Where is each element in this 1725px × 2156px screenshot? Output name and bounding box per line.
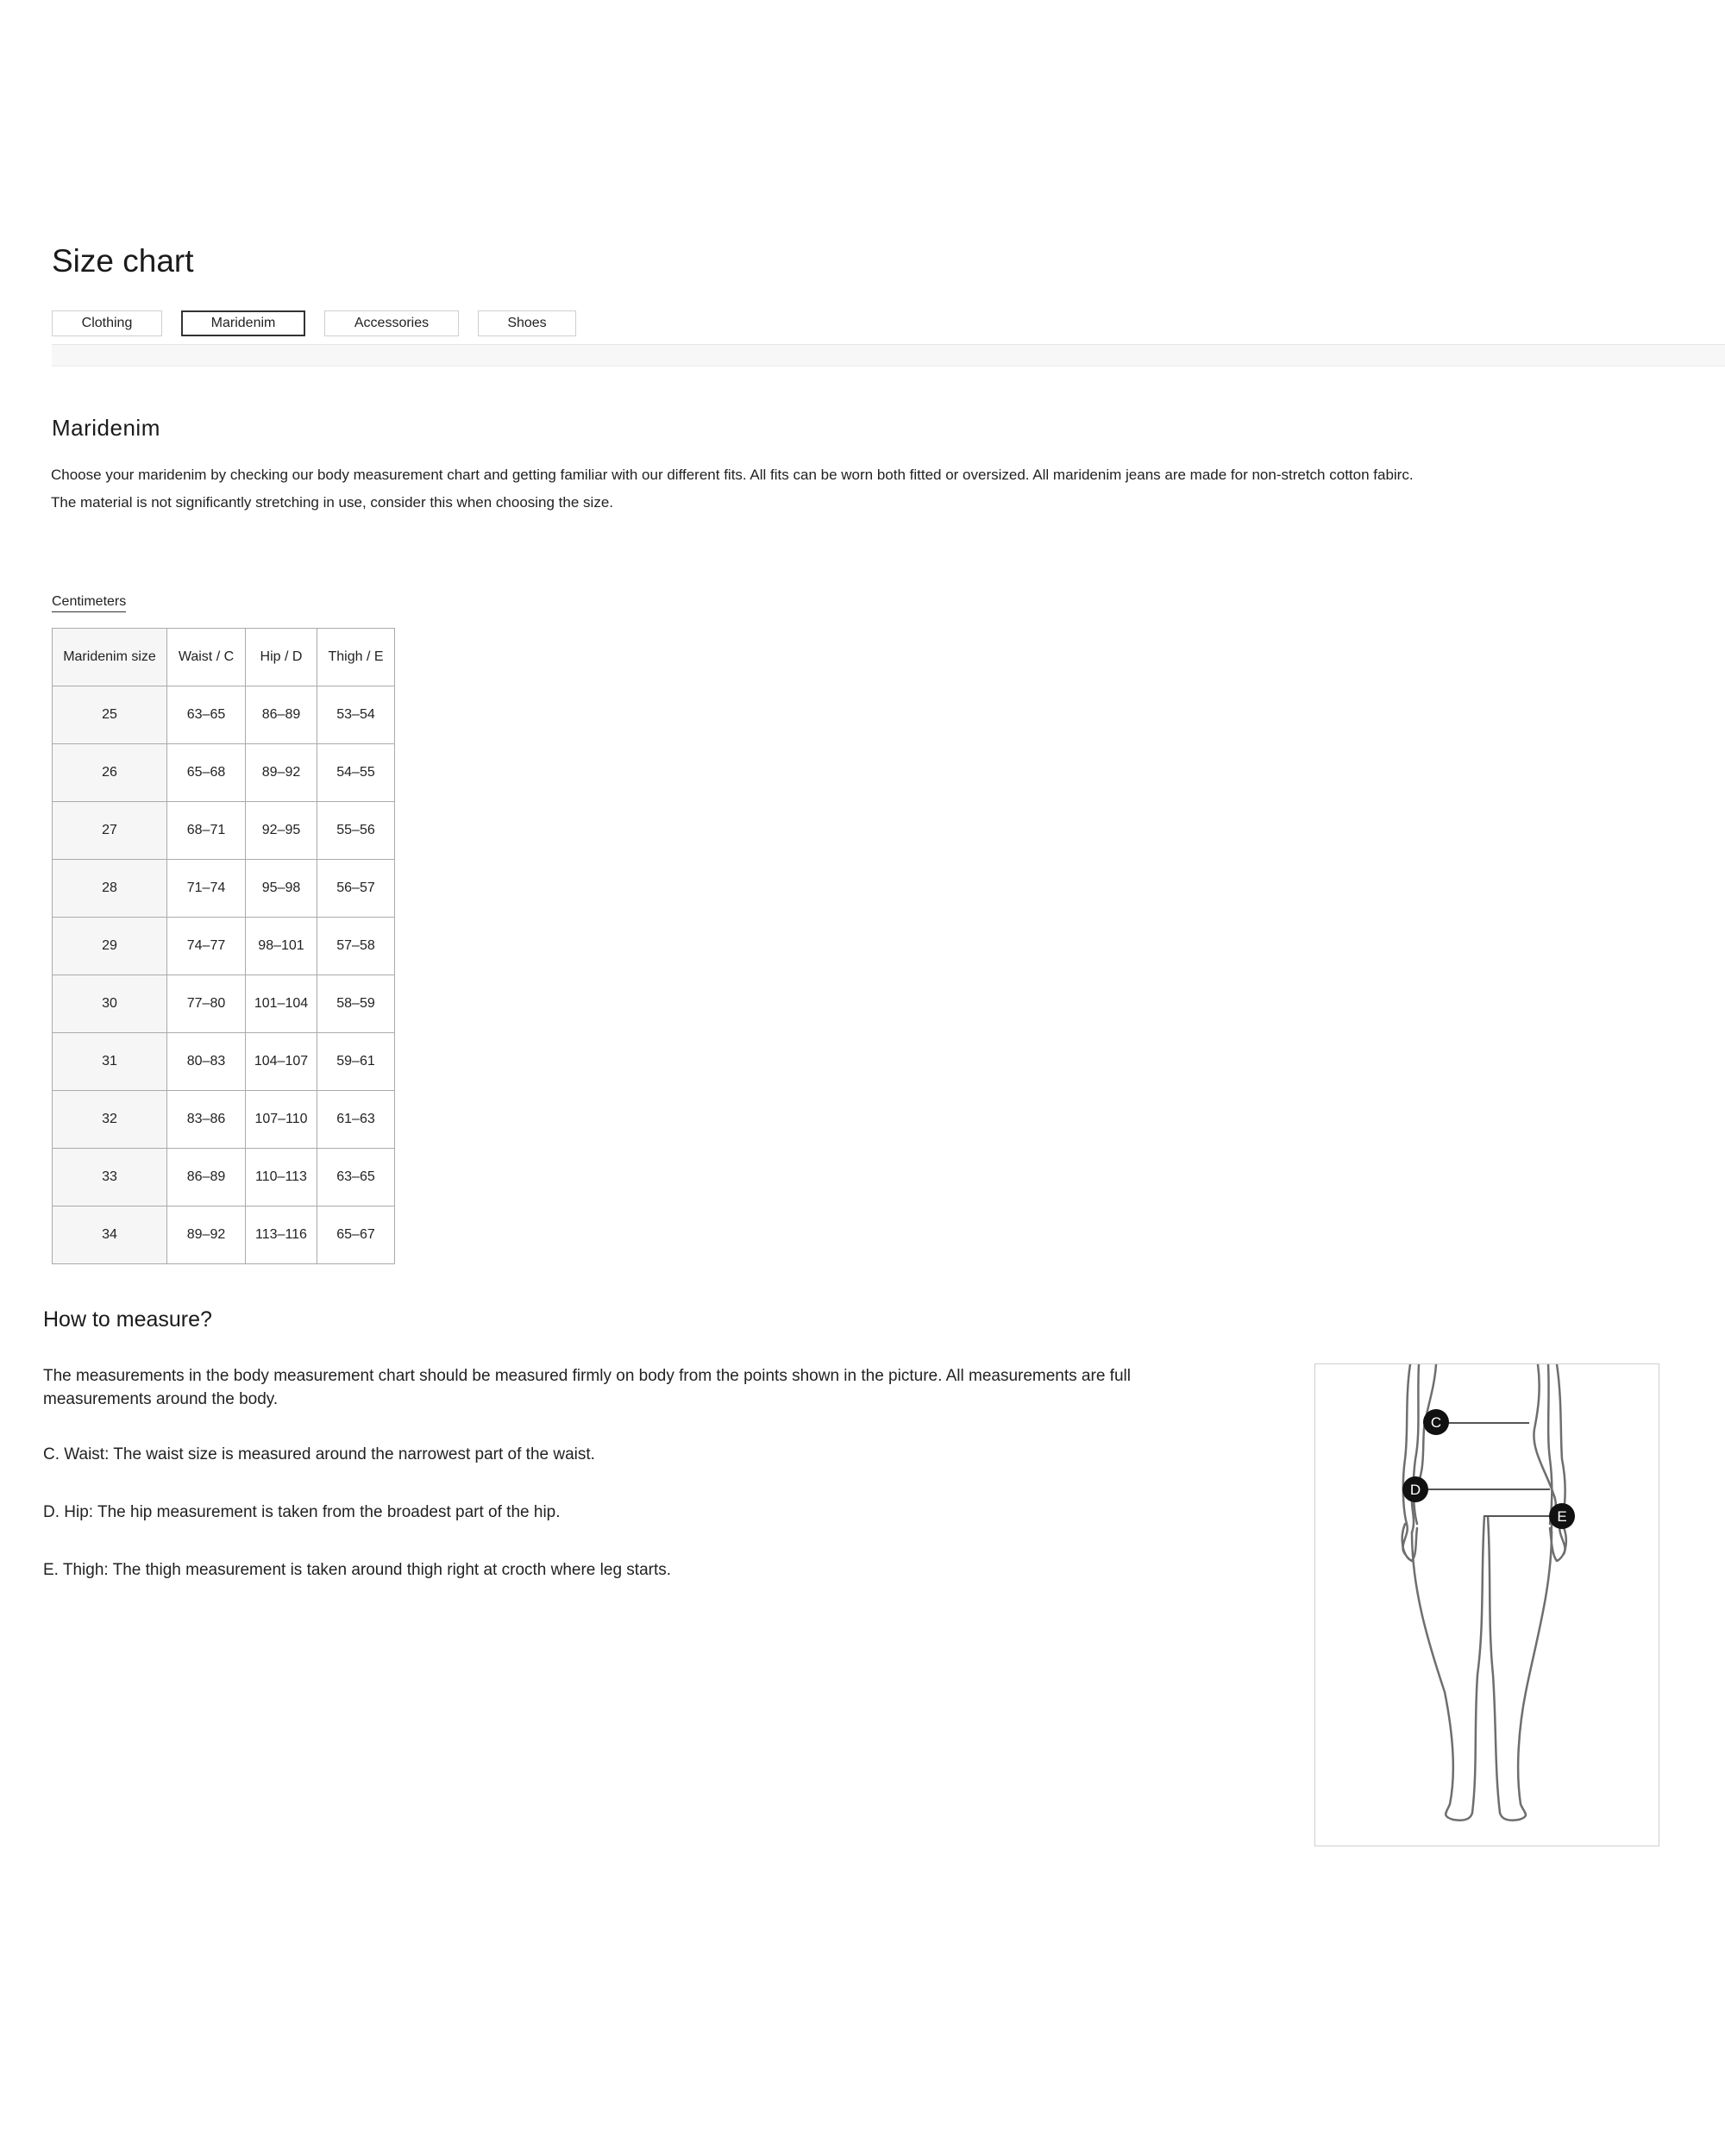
marker-e	[1549, 1503, 1575, 1529]
cell-waist: 68–71	[167, 802, 246, 860]
cell-size: 28	[53, 860, 167, 918]
table-row	[53, 686, 395, 744]
table-row	[53, 802, 395, 860]
cell-hip: 86–89	[246, 686, 317, 744]
header-size: Maridenim size	[53, 629, 167, 686]
cell-thigh: 58–59	[317, 975, 395, 1033]
right-arm-inner	[1548, 1364, 1552, 1524]
tab-maridenim[interactable]: Maridenim	[181, 310, 305, 336]
cell-waist: 71–74	[167, 860, 246, 918]
cell-thigh: 55–56	[317, 802, 395, 860]
size-category-tabs	[52, 310, 1725, 366]
tab-clothing[interactable]: Clothing	[52, 310, 162, 336]
table-row	[53, 1206, 395, 1264]
cell-hip: 92–95	[246, 802, 317, 860]
cell-waist: 63–65	[167, 686, 246, 744]
cell-thigh: 53–54	[317, 686, 395, 744]
how-to-measure-intro: The measurements in the body measurement chart should be measured firmly on body from the points shown in the picture. All measurements are full measurements around the body.	[43, 1367, 1131, 1408]
cell-size: 33	[53, 1149, 167, 1206]
cell-waist: 77–80	[167, 975, 246, 1033]
cell-thigh: 65–67	[317, 1206, 395, 1264]
left-leg-outer	[1412, 1532, 1472, 1821]
waist-instruction: C. Waist: The waist size is measured around the narrowest part of the waist.	[43, 1445, 595, 1463]
table-row	[53, 860, 395, 918]
cell-hip: 95–98	[246, 860, 317, 918]
header-thigh: Thigh / E	[317, 629, 395, 686]
cell-size: 31	[53, 1033, 167, 1091]
cell-size: 27	[53, 802, 167, 860]
table-row	[53, 975, 395, 1033]
cell-size: 25	[53, 686, 167, 744]
cell-thigh: 63–65	[317, 1149, 395, 1206]
cell-waist: 80–83	[167, 1033, 246, 1091]
cell-hip: 110–113	[246, 1149, 317, 1206]
table-row	[53, 1149, 395, 1206]
section-title: Maridenim	[52, 415, 160, 441]
cell-thigh: 56–57	[317, 860, 395, 918]
cell-hip: 104–107	[246, 1033, 317, 1091]
thigh-instruction: E. Thigh: The thigh measurement is taken around thigh right at crocth where leg starts.	[43, 1561, 672, 1579]
cell-size: 26	[53, 744, 167, 802]
marker-d	[1402, 1476, 1428, 1502]
cell-hip: 89–92	[246, 744, 317, 802]
table-row	[53, 918, 395, 975]
cell-waist: 74–77	[167, 918, 246, 975]
tab-shoes[interactable]: Shoes	[478, 310, 576, 336]
how-to-measure-title: How to measure?	[43, 1307, 212, 1332]
cell-size: 34	[53, 1206, 167, 1264]
left-leg-inner	[1472, 1516, 1484, 1813]
cell-thigh: 61–63	[317, 1091, 395, 1149]
cell-thigh: 54–55	[317, 744, 395, 802]
cell-waist: 89–92	[167, 1206, 246, 1264]
cell-hip: 101–104	[246, 975, 317, 1033]
cell-size: 32	[53, 1091, 167, 1149]
body-outline-illustration	[1315, 1364, 1659, 1846]
cell-thigh: 57–58	[317, 918, 395, 975]
cell-waist: 65–68	[167, 744, 246, 802]
page-title: Size chart	[52, 243, 194, 279]
table-row	[53, 1033, 395, 1091]
cell-hip: 113–116	[246, 1206, 317, 1264]
right-leg-outer	[1500, 1532, 1552, 1821]
cell-hip: 98–101	[246, 918, 317, 975]
cell-size: 30	[53, 975, 167, 1033]
description-line-1: Choose your maridenim by checking our body measurement chart and getting familiar with our different fits. All fits can be worn both fitted or oversized. All maridenim jeans are made for non-stretch cotton fabirc.	[51, 467, 1414, 483]
size-table	[52, 628, 395, 1264]
header-waist: Waist / C	[167, 629, 246, 686]
table-row	[53, 1091, 395, 1149]
header-hip: Hip / D	[246, 629, 317, 686]
cell-thigh: 59–61	[317, 1033, 395, 1091]
right-leg-inner	[1488, 1516, 1500, 1813]
cell-size: 29	[53, 918, 167, 975]
table-header-row	[53, 629, 395, 686]
cell-hip: 107–110	[246, 1091, 317, 1149]
tab-accessories[interactable]: Accessories	[324, 310, 459, 336]
hip-instruction: D. Hip: The hip measurement is taken from the broadest part of the hip.	[43, 1503, 561, 1521]
marker-c	[1423, 1409, 1449, 1435]
marker-e-label: E	[1557, 1508, 1567, 1525]
cell-waist: 83–86	[167, 1091, 246, 1149]
marker-d-label: D	[1409, 1482, 1421, 1498]
marker-c-label: C	[1430, 1414, 1442, 1431]
description-line-2: The material is not significantly stretching in use, consider this when choosing the size.	[51, 494, 613, 511]
torso-left-outline	[1409, 1364, 1436, 1532]
body-measurement-figure	[1314, 1363, 1659, 1846]
table-row	[53, 744, 395, 802]
section-description	[51, 461, 1672, 517]
cell-waist: 86–89	[167, 1149, 246, 1206]
unit-toggle-centimeters[interactable]: Centimeters	[52, 594, 126, 612]
tab-content-divider	[52, 344, 1725, 367]
